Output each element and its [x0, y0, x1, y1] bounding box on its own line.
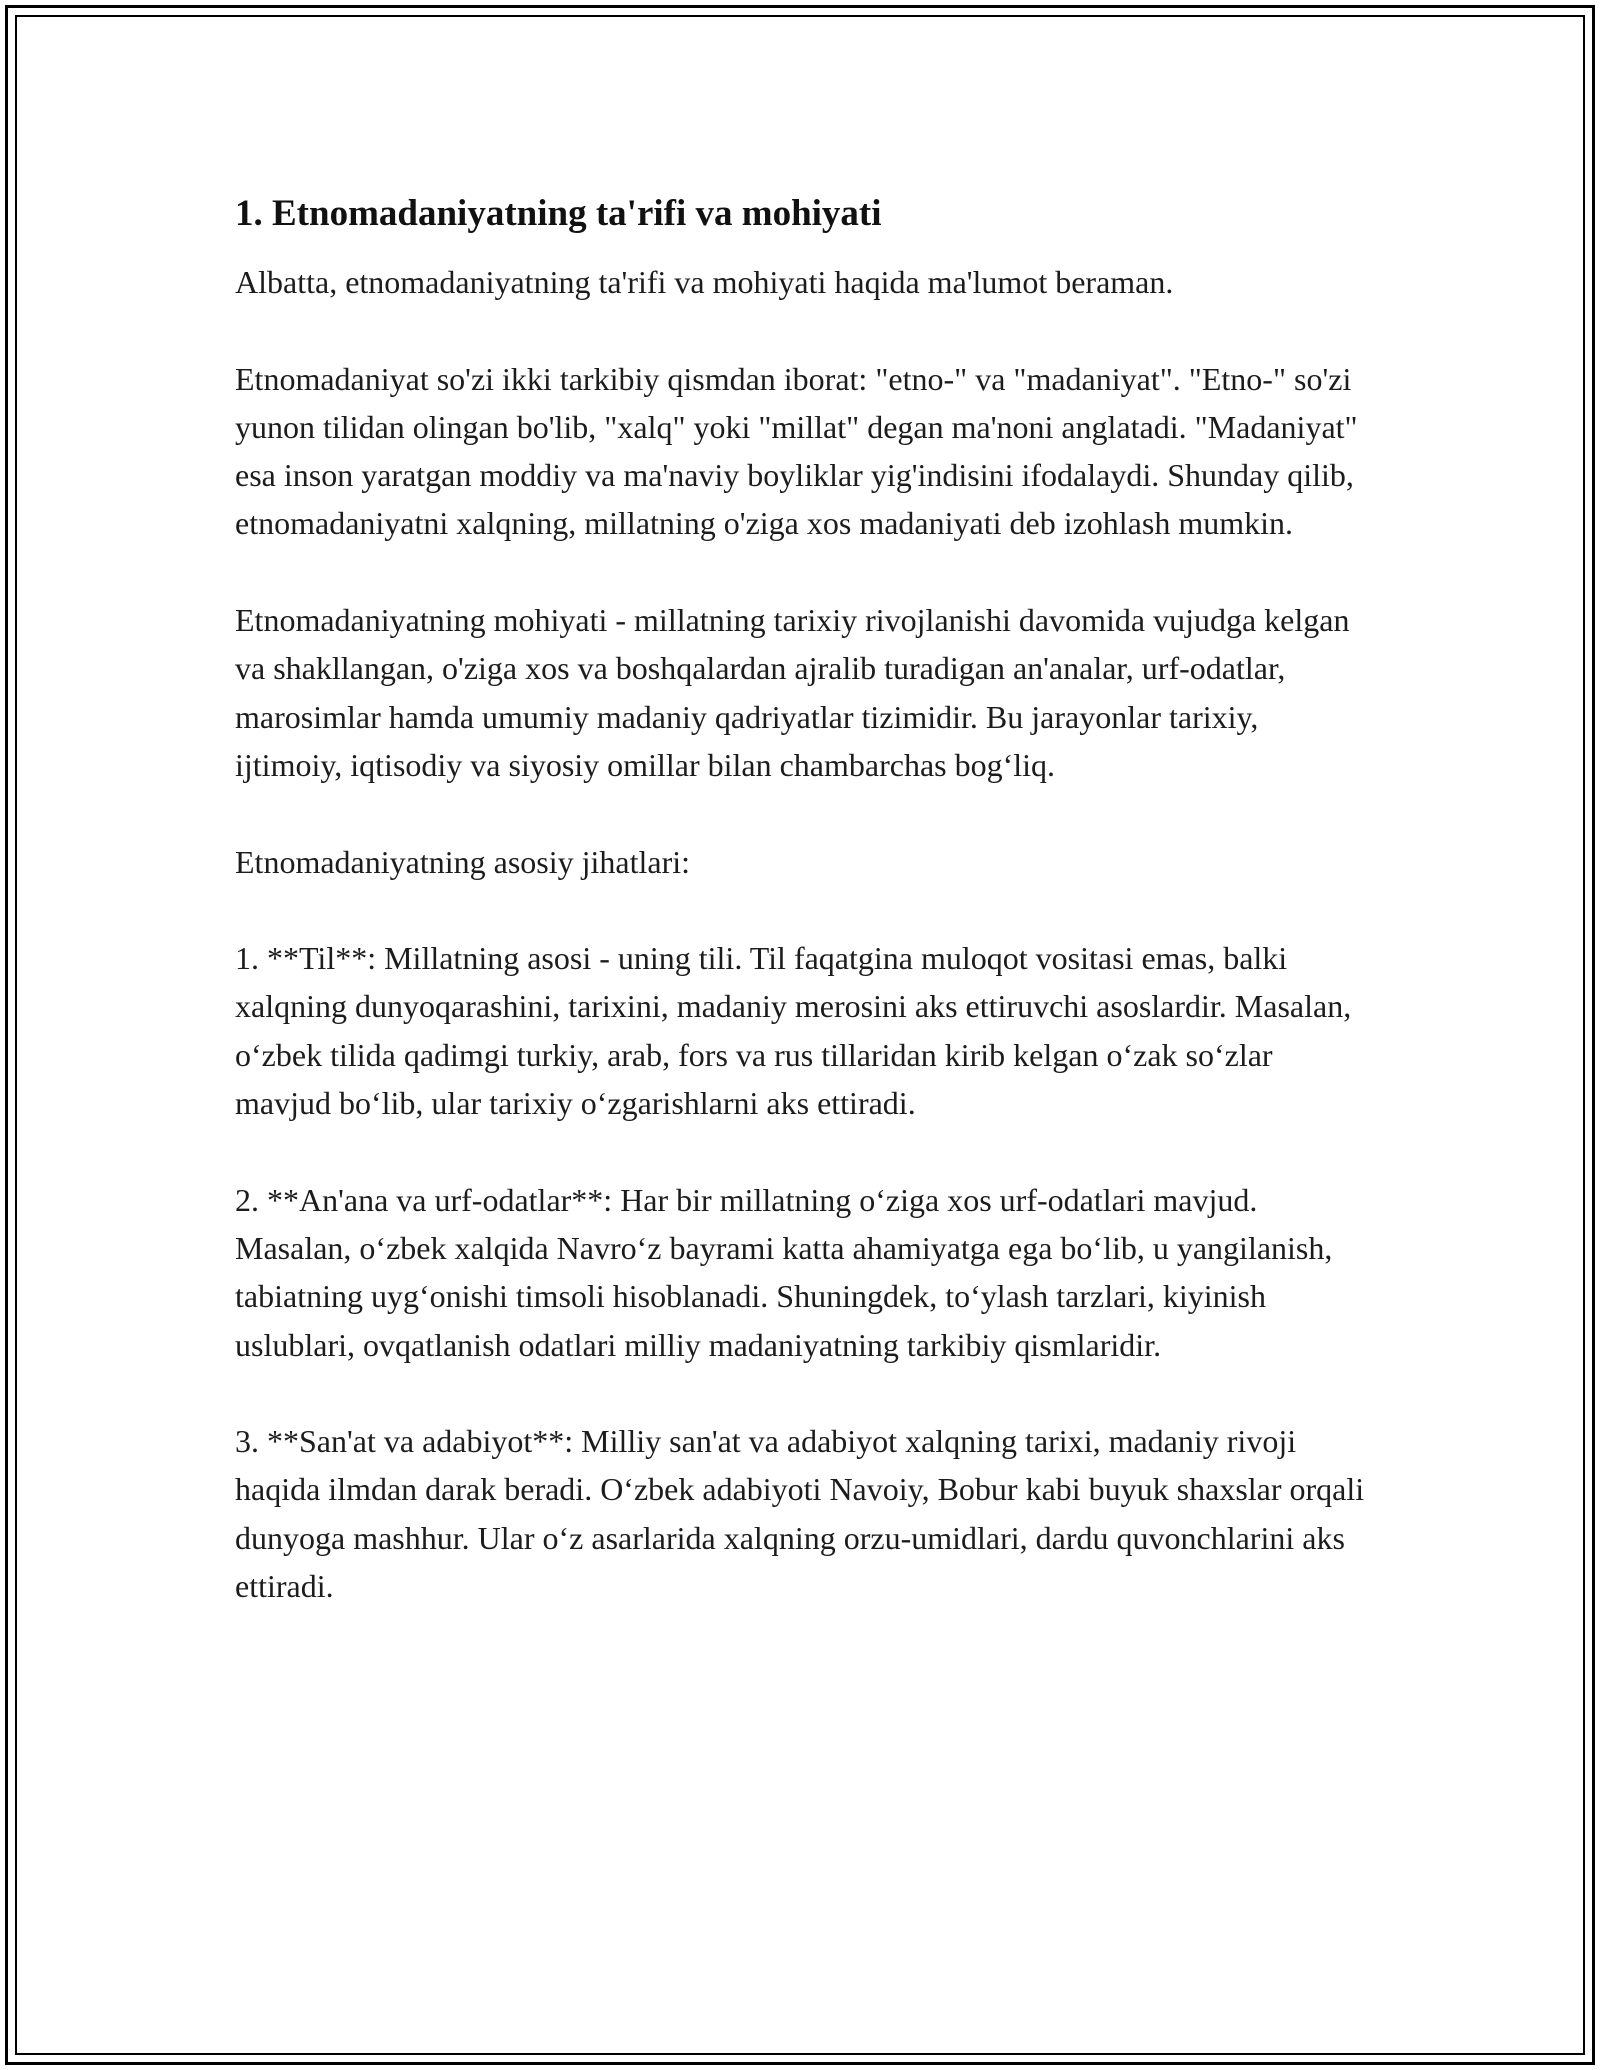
list-item-art-literature: 3. **San'at va adabiyot**: Milliy san'at va adabiyot xalqning tarixi, madaniy rivoji haqida ilmdan darak beradi. O‘zbek adabiyoti Navoiy, Bobur kabi buyuk shaxslar orqali dunyoga mashhur. Ular o‘z asarlarida xalqning orzu-umidlari, dardu quvonchlarini aks ettiradi. — [235, 1423, 1365, 1605]
paragraph-definition: Etnomadaniyat so'zi ikki tarkibiy qismdan iborat: "etno-" va "madaniyat". "Etno-" so'zi yunon tilidan olingan bo'lib, "xalq" yoki "millat" degan ma'noni anglatadi. "Madaniyat" esa inson yaratgan moddiy va ma'naviy boyliklar yig'indisini ifodalaydi. Shunday qilib, etnomadaniyatni xalqning, millatning o'ziga xos madaniyati deb izohlash mumkin. — [235, 360, 1358, 542]
document-body — [235, 188, 1370, 1659]
section-heading: 1. Etnomadaniyatning ta'rifi va mohiyati — [235, 193, 882, 234]
paragraph-intro: Albatta, etnomadaniyatning ta'rifi va mohiyati haqida ma'lumot beraman. — [235, 264, 1174, 300]
list-item-traditions: 2. **An'ana va urf-odatlar**: Har bir millatning o‘ziga xos urf-odatlari mavjud. Masalan, o‘zbek xalqida Navro‘z bayrami katta ahamiyatga ega bo‘lib, u yangilanish, tabiatning uyg‘onishi timsoli hisoblanadi. Shuningdek, to‘ylash tarzlari, kiyinish uslublari, ovqatlanish odatlari milliy madaniyatning tarkibiy qismlaridir. — [235, 1181, 1333, 1363]
paragraph-aspects-heading: Etnomadaniyatning asosiy jihatlari: — [235, 843, 691, 880]
list-item-language: 1. **Til**: Millatning asosi - uning tili. Til faqatgina muloqot vositasi emas, balki xalqning dunyoqarashini, tarixini, madaniy merosini aks ettiruvchi asoslardir. Masalan, o‘zbek tilida qadimgi turkiy, arab, fors va rus tillaridan kirib kelgan o‘zak so‘zlar mavjud bo‘lib, ular tarixiy o‘zgarishlarni aks ettiradi. — [235, 940, 1352, 1122]
paragraph-essence: Etnomadaniyatning mohiyati - millatning tarixiy rivojlanishi davomida vujudga kelgan va shakllangan, o'ziga xos va boshqalardan ajralib turadigan an'analar, urf-odatlar, marosimlar hamda umumiy madaniy qadriyatlar tizimidir. Bu jarayonlar tarixiy, ijtimoiy, iqtisodiy va siyosiy omillar bilan chambarchas bog‘liq. — [235, 602, 1350, 783]
